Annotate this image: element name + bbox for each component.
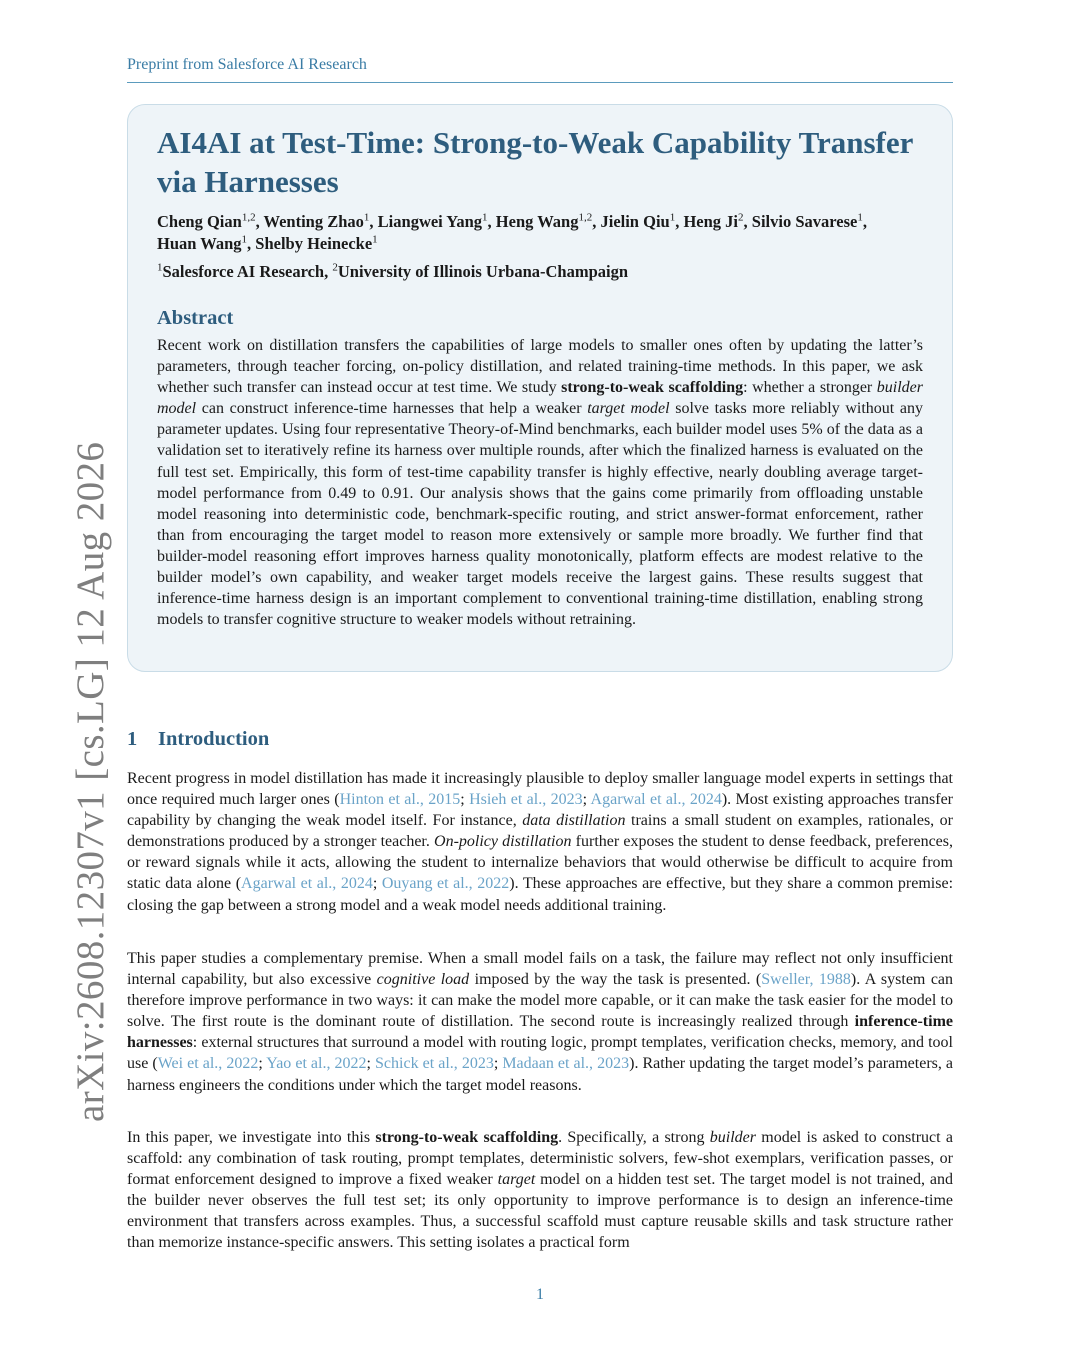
body-text: ;: [366, 1055, 376, 1073]
section-title: Introduction: [158, 728, 270, 750]
italic-term: target: [497, 1171, 536, 1189]
abstract-text: solve tasks more reliably without any parameter updates. Using four representative Theory-of-Mind benchmarks, each builder model uses 5% of the data as a validation set to iteratively refine its harness over multiple rounds, after which the finalized harness is evaluated on the full test set. Empirically, this form of test-time capability transfer is highly effective, nearly doubling average target-model performance from 0.49 to 0.91. Our analysis shows that the gains come primarily from offloading unstable model reasoning into deterministic code, benchmark-specific routing, and strict answer-format enforcement, rather than from encouraging the target model to reason more extensively or sample more broadly. We further find that builder-model reasoning effort improves harness quality monotonically, platform effects are modest relative to the builder model’s own capability, and weaker target models receive the largest gains. These results suggest that inference-time harness design is an important complement to conventional training-time distillation, enabling strong models to transfer cognitive structure to weaker models without retraining.: [157, 400, 923, 629]
author: Jielin Qiu: [600, 212, 670, 231]
intro-paragraph-2: [127, 948, 953, 1096]
intro-paragraph-1: [127, 768, 953, 916]
body-text: ). Most existing approaches transfer capability by changing the weak model itself. For instance,: [127, 791, 954, 830]
author-affiliation-mark: 2: [738, 211, 744, 224]
body-text: In this paper, we investigate into this: [127, 1129, 376, 1146]
body-text: imposed by the way the task is presented. (: [469, 971, 762, 989]
abstract-heading: Abstract: [157, 307, 234, 329]
title-box: [127, 104, 953, 672]
citation-link[interactable]: Hsieh et al., 2023: [469, 791, 583, 809]
body-text: ;: [582, 791, 591, 809]
citation-link[interactable]: Hinton et al., 2015: [339, 791, 461, 809]
body-text: This paper studies a complementary premise. When a small model fails on a task, the failure may reflect not only insufficient internal capability, but also excessive: [127, 950, 953, 989]
title-line-2: via Harnesses: [157, 164, 339, 199]
body-text: ). These approaches are effective, but they share a common premise: closing the gap between a strong model and a weak model needs additional training.: [127, 875, 954, 914]
section-heading: [127, 728, 269, 751]
citation-link[interactable]: Schick et al., 2023: [375, 1055, 494, 1073]
author-affiliation-mark: 1: [363, 211, 370, 224]
section-number: 1: [127, 728, 138, 750]
body-text: ;: [460, 791, 470, 809]
abstract-text: can construct inference-time harnesses that help a weaker: [196, 400, 588, 418]
body-text: model on a hidden test set. The target model is not trained, and the builder never observes the full test set; its only opportunity to improve performance is to design an inference-time environment that transfers across examples. Thus, a successful scaffold must capture reusable skills and task structure rather than memorize instance-specific answers. This setting isolates a practical form: [127, 1171, 954, 1252]
italic-term: builder: [709, 1129, 756, 1146]
citation-link[interactable]: Yao et al., 2022: [266, 1055, 367, 1073]
author-affiliation-mark: 1,2: [241, 211, 256, 224]
author: Cheng Qian: [157, 212, 242, 231]
abstract-bold-term: strong-to-weak scaffolding: [561, 379, 744, 397]
author: Heng Ji: [683, 212, 739, 231]
affiliation: University of Illinois Urbana-Champaign: [337, 262, 629, 281]
affiliation-mark: 2: [332, 261, 338, 274]
abstract-text: : whether a stronger: [743, 379, 877, 397]
affiliation-mark: 1: [157, 261, 163, 274]
citation-link[interactable]: Agarwal et al., 2024: [590, 791, 722, 809]
author: Wenting Zhao: [263, 212, 364, 231]
citation-link[interactable]: Madaan et al., 2023: [502, 1055, 630, 1073]
body-text: model is asked to construct a scaffold: any combination of task routing, prompt templates, deterministic solvers, few-shot exemplars, verification passes, or format enforcement designed to improve a fixed weaker: [127, 1129, 953, 1189]
body-text: ;: [493, 1055, 503, 1073]
author: Shelby Heinecke: [255, 234, 373, 253]
author-list: Cheng Qian$^{1,2}$, Wenting Zhao$^1$, Liangwei Yang$^1$, Heng Wang$^{1,2}$, Jielin Qiu$^1$, Heng Ji$^2$, Silvio Savarese$^1$, Huan Wang$^1$, Shelby Heinecke$^1$: [157, 211, 867, 253]
running-head-text: Preprint from Salesforce AI Research: [127, 56, 367, 73]
body-text: ;: [372, 875, 382, 893]
arxiv-stamp: arXiv:2608.12307v1 [cs.LG] 12 Aug 2026: [69, 441, 112, 1122]
bold-term: strong-to-weak scaffolding: [375, 1129, 559, 1146]
abstract-italic-term: builder model: [157, 379, 923, 418]
author: Liangwei Yang: [377, 212, 483, 231]
body-text: : external structures that surround a model with routing logic, prompt templates, verification checks, memory, and tool use (: [127, 1034, 953, 1073]
intro-paragraph-3: [127, 1127, 953, 1254]
author-affiliation-mark: 1: [857, 211, 863, 224]
italic-term: data distillation: [522, 812, 626, 830]
italic-term: cognitive load: [376, 971, 470, 989]
citation-link[interactable]: Agarwal et al., 2024: [241, 875, 373, 893]
abstract-italic-term: target model: [587, 400, 670, 418]
page-number: 1: [536, 1286, 544, 1303]
body-text: . Specifically, a strong: [558, 1129, 710, 1146]
body-text: further exposes the student to dense feedback, preferences, or reward signals while it acts, allowing the student to internalize behaviors that would otherwise be difficult to acquire from static data alone (: [127, 833, 954, 893]
author-affiliation-mark: 1: [669, 211, 676, 224]
author-affiliation-mark: 1,2: [578, 211, 593, 224]
author-affiliation-mark: 1: [372, 233, 378, 246]
author: Heng Wang: [495, 212, 579, 231]
author-affiliation-mark: 1: [241, 233, 248, 246]
body-text: Recent progress in model distillation has made it increasingly plausible to deploy smaller language model experts in settings that once required much larger ones (: [127, 770, 953, 809]
italic-term: On-policy distillation: [434, 833, 572, 851]
body-text: ;: [258, 1055, 267, 1073]
affiliation: Salesforce AI Research: [162, 262, 325, 281]
author: Huan Wang: [157, 234, 242, 253]
body-text: ). A system can therefore improve performance in two ways: it can make the model more capable, or it can make the task easier for the model to solve. The first route is the dominant route of distillation. The second route is increasingly realized through: [127, 971, 954, 1031]
citation-link[interactable]: Sweller, 1988: [761, 971, 851, 989]
affiliations: $^1$Salesforce AI Research, $^2$University of Illinois Urbana-Champaign: [157, 261, 629, 281]
title-line-1: AI4AI at Test-Time: Strong-to-Weak Capability Transfer: [157, 125, 914, 160]
abstract-body: [157, 335, 923, 630]
citation-link[interactable]: Ouyang et al., 2022: [381, 875, 510, 893]
paper-title: [157, 123, 923, 201]
citation-link[interactable]: Wei et al., 2022: [157, 1055, 259, 1073]
author-affiliation-mark: 1: [482, 211, 488, 224]
body-text: ). Rather updating the target model’s parameters, a harness engineers the conditions under which the target model reasons.: [127, 1055, 954, 1094]
author: Silvio Savarese: [751, 212, 858, 231]
running-header: [127, 56, 953, 83]
bold-term: inference-time harnesses: [127, 1013, 953, 1052]
abstract-text: Recent work on distillation transfers the capabilities of large models to smaller ones often by updating the latter’s parameters, through teacher forcing, on-policy distillation, and related training-time methods. In this paper, we ask whether such transfer can instead occur at test time. We study: [157, 337, 923, 397]
body-text: trains a small student on examples, rationales, or demonstrations produced by a stronger teacher.: [127, 812, 953, 851]
